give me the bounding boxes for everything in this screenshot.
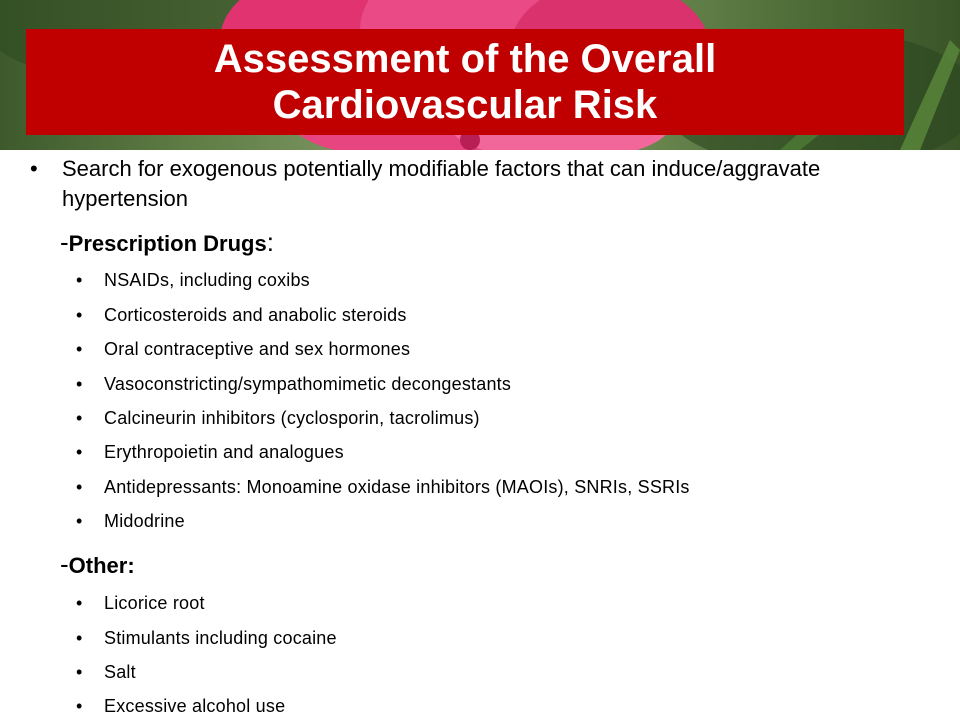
list-item-text: Vasoconstricting/sympathomimetic decongestants (104, 374, 512, 394)
section-colon: : (266, 227, 274, 257)
slide-title-box (26, 29, 904, 135)
bullet-glyph: • (76, 662, 83, 682)
list-item-text: Calcineurin inhibitors (cyclosporin, tacrolimus) (104, 408, 480, 428)
list-item-text: Midodrine (104, 511, 185, 531)
list-item-text: Licorice root (104, 593, 205, 613)
section-dash: - (60, 227, 69, 257)
list-item-text: Excessive alcohol use (104, 696, 286, 716)
list-item-text: Erythropoietin and analogues (104, 442, 344, 462)
intro-text: Search for exogenous potentially modifiable factors that can induce/aggravate hypertension (62, 156, 821, 211)
section-heading-text: Other: (68, 553, 135, 578)
bullet-glyph: • (76, 593, 83, 613)
list-item-text: Antidepressants: Monoamine oxidase inhibitors (MAOIs), SNRIs, SSRIs (104, 477, 690, 497)
slide-title-line-2: Cardiovascular Risk (272, 83, 658, 127)
bullet-glyph: • (76, 374, 83, 394)
bullet-glyph: • (76, 511, 83, 531)
section-heading-text: Prescription Drugs (68, 231, 267, 256)
list-item-text: NSAIDs, including coxibs (104, 270, 310, 290)
bullet-glyph: • (76, 270, 83, 290)
section-heading-prescription-drugs (60, 228, 274, 258)
list-item-text: Salt (104, 662, 136, 682)
section-heading-other (60, 550, 135, 580)
bullet-glyph: • (30, 156, 38, 181)
list-item-text: Stimulants including cocaine (104, 628, 337, 648)
bullet-glyph: • (76, 442, 83, 462)
bullet-glyph: • (76, 305, 83, 325)
bullet-glyph: • (76, 628, 83, 648)
list-item-text: Oral contraceptive and sex hormones (104, 339, 411, 359)
bullet-glyph: • (76, 696, 83, 716)
bullet-glyph: • (76, 339, 83, 359)
bullet-glyph: • (76, 477, 83, 497)
slide-title-line-1: Assessment of the Overall (213, 37, 717, 81)
list-item-text: Corticosteroids and anabolic steroids (104, 305, 407, 325)
section-dash: - (60, 549, 69, 579)
bullet-glyph: • (76, 408, 83, 428)
